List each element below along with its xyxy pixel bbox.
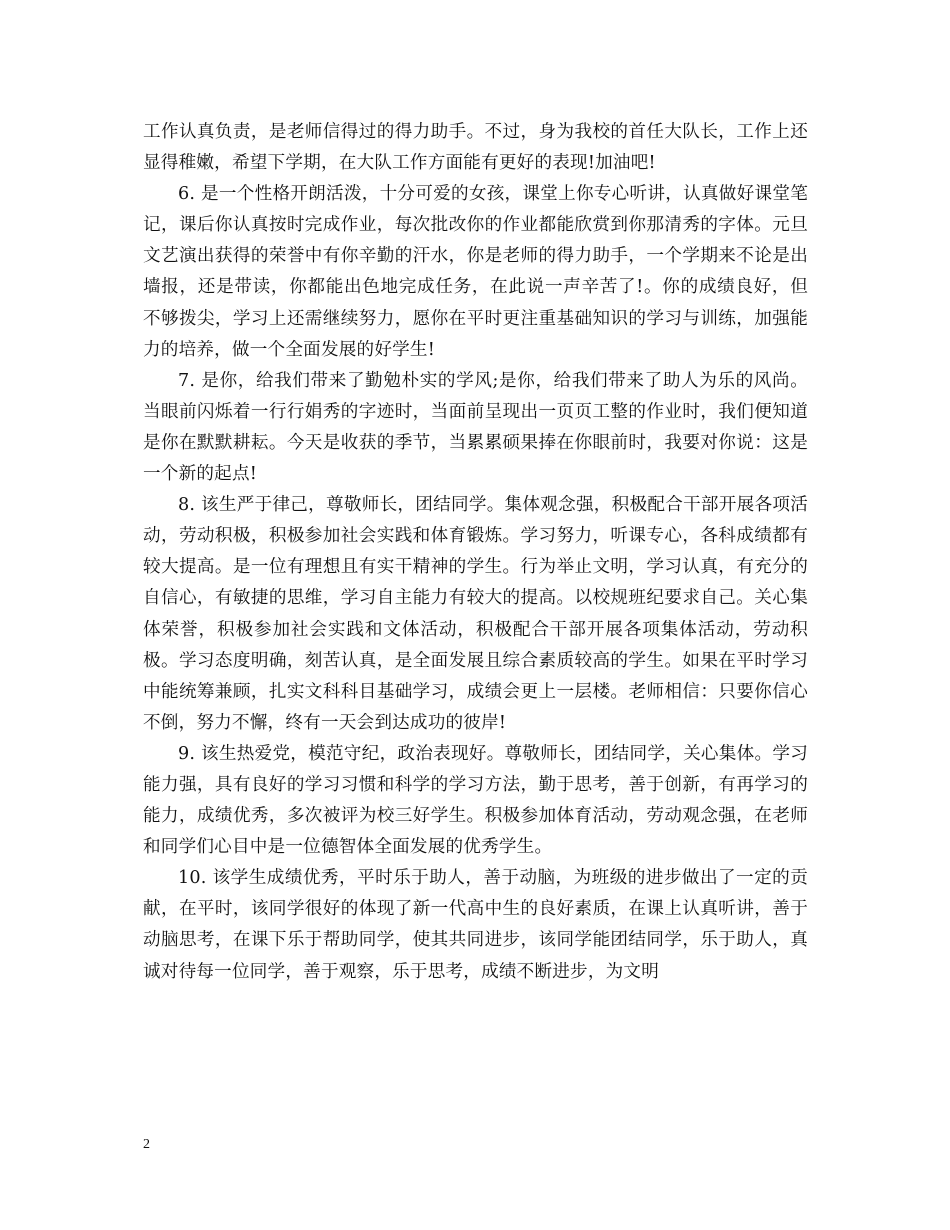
paragraph-item-7: 7. 是你，给我们带来了勤勉朴实的学风;是你，给我们带来了助人为乐的风尚。当眼前闪烁着一行行娟秀的字迹时，当面前呈现出一页页工整的作业时，我们便知道是你在默默耕耘。今天是收获的季节，当累累硕果捧在你眼前时，我要对你说：这是一个新的起点!	[143, 370, 808, 485]
paragraph-item-9: 9. 该生热爱党，模范守纪，政治表现好。尊敬师长，团结同学，关心集体。学习能力强，具有良好的学习习惯和科学的学习方法，勤于思考，善于创新，有再学习的能力，成绩优秀，多次被评为校三好学生。积极参加体育活动，劳动观念强，在老师和同学们心目中是一位德智体全面发展的优秀学生。	[143, 743, 808, 858]
page-number: 2	[143, 1137, 150, 1152]
paragraph-item-8: 8. 该生严于律己，尊敬师长，团结同学。集体观念强，积极配合干部开展各项活动，劳动积极，积极参加社会实践和体育锻炼。学习努力，听课专心，各科成绩都有较大提高。是一位有理想且有实干精神的学生。行为举止文明，学习认真，有充分的自信心，有敏捷的思维，学习自主能力有较大的提高。以校规班纪要求自己。关心集体荣誉，积极参加社会实践和文体活动，积极配合干部开展各项集体活动，劳动积极。学习态度明确，刻苦认真，是全面发展且综合素质较高的学生。如果在平时学习中能统筹兼顾，扎实文科科目基础学习，成绩会更上一层楼。老师相信：只要你信心不倒，努力不懈，终有一天会到达成功的彼岸!	[143, 495, 808, 733]
paragraph-item-10: 10. 该学生成绩优秀，平时乐于助人，善于动脑，为班级的进步做出了一定的贡献，在平时，该同学很好的体现了新一代高中生的良好素质，在课上认真听讲，善于动脑思考，在课下乐于帮助同学，使其共同进步，该同学能团结同学，乐于助人，真诚对待每一位同学，善于观察，乐于思考，成绩不断进步，为文明	[143, 868, 808, 982]
paragraph-continuation: 工作认真负责，是老师信得过的得力助手。不过，身为我校的首任大队长，工作上还显得稚嫩，希望下学期，在大队工作方面能有更好的表现!加油吧!	[143, 122, 808, 174]
document-body	[143, 117, 808, 988]
paragraph-item-6: 6. 是一个性格开朗活泼，十分可爱的女孩，课堂上你专心听讲，认真做好课堂笔记，课后你认真按时完成作业，每次批改你的作业都能欣赏到你那清秀的字体。元旦文艺演出获得的荣誉中有你辛勤的汗水，你是老师的得力助手，一个学期来不论是出墙报，还是带读，你都能出色地完成任务，在此说一声辛苦了!。你的成绩良好，但不够拨尖，学习上还需继续努力，愿你在平时更注重基础知识的学习与训练，加强能力的培养，做一个全面发展的好学生!	[143, 184, 808, 360]
